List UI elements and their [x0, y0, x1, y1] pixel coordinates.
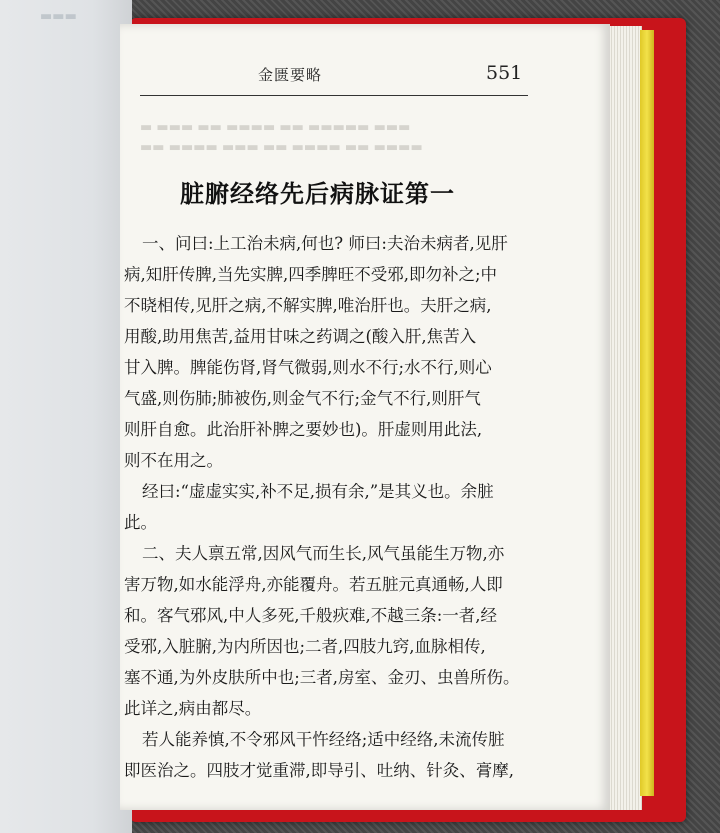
- text-line: 用酸,助用焦苦,益用甘味之药调之(酸入肝,焦苦入: [124, 327, 477, 346]
- text-line: 病,知肝传脾,当先实脾,四季脾旺不受邪,即勿补之;中: [124, 265, 498, 284]
- body-text: [124, 228, 544, 786]
- running-title: 金匮要略: [258, 66, 323, 84]
- text-line: 若人能养慎,不令邪风干忤经络;适中经络,未流传脏: [142, 730, 505, 749]
- text-line: 则肝自愈。此治肝补脾之要妙也)。肝虚则用此法,: [124, 420, 483, 439]
- chapter-title: 脏腑经络先后病脉证第一: [180, 179, 455, 208]
- text-line: 害万物,如水能浮舟,亦能覆舟。若五脏元真通畅,人即: [124, 575, 503, 594]
- gilded-page-edge: [640, 30, 654, 796]
- bleed-through-text: ▬▬ ▬▬▬▬ ▬▬▬ ▬▬ ▬▬▬▬ ▬▬ ▬▬▬▬: [140, 140, 423, 155]
- text-line: 甘入脾。脾能伤肾,肾气微弱,则水不行;水不行,则心: [124, 358, 492, 377]
- text-line: 塞不通,为外皮肤所中也;三者,房室、金刃、虫兽所伤。: [124, 668, 520, 687]
- text-line: 气盛,则伤肺;肺被伤,则金气不行;金气不行,则肝气: [124, 389, 481, 408]
- text-line: 受邪,入脏腑,为内所因也;二者,四肢九窍,血脉相传,: [124, 637, 486, 656]
- text-line: 此详之,病由都尽。: [124, 699, 262, 718]
- text-line: 则不在用之。: [124, 451, 223, 470]
- text-line: 此。: [124, 513, 157, 532]
- text-line: 即医治之。四肢才觉重滞,即导引、吐纳、针灸、膏摩,: [124, 761, 514, 780]
- text-line: 二、夫人禀五常,因风气而生长,风气虽能生万物,亦: [142, 544, 505, 563]
- page-number: 551: [486, 62, 523, 84]
- text-line: 和。客气邪风,中人多死,千般疢难,不越三条:一者,经: [124, 606, 498, 625]
- text-line: 一、问曰:上工治未病,何也? 师曰:夫治未病者,见肝: [142, 234, 508, 253]
- text-line: 经曰:“虚虚实实,补不足,损有余,”是其义也。余脏: [142, 482, 494, 501]
- facing-page: ▬▬▬: [0, 0, 132, 833]
- header-rule: [140, 95, 528, 96]
- text-line: 不晓相传,见肝之病,不解实脾,唯治肝也。夫肝之病,: [124, 296, 492, 315]
- bleed-through-text: ▬ ▬▬▬ ▬▬ ▬▬▬▬ ▬▬ ▬▬▬▬▬ ▬▬▬: [140, 120, 411, 135]
